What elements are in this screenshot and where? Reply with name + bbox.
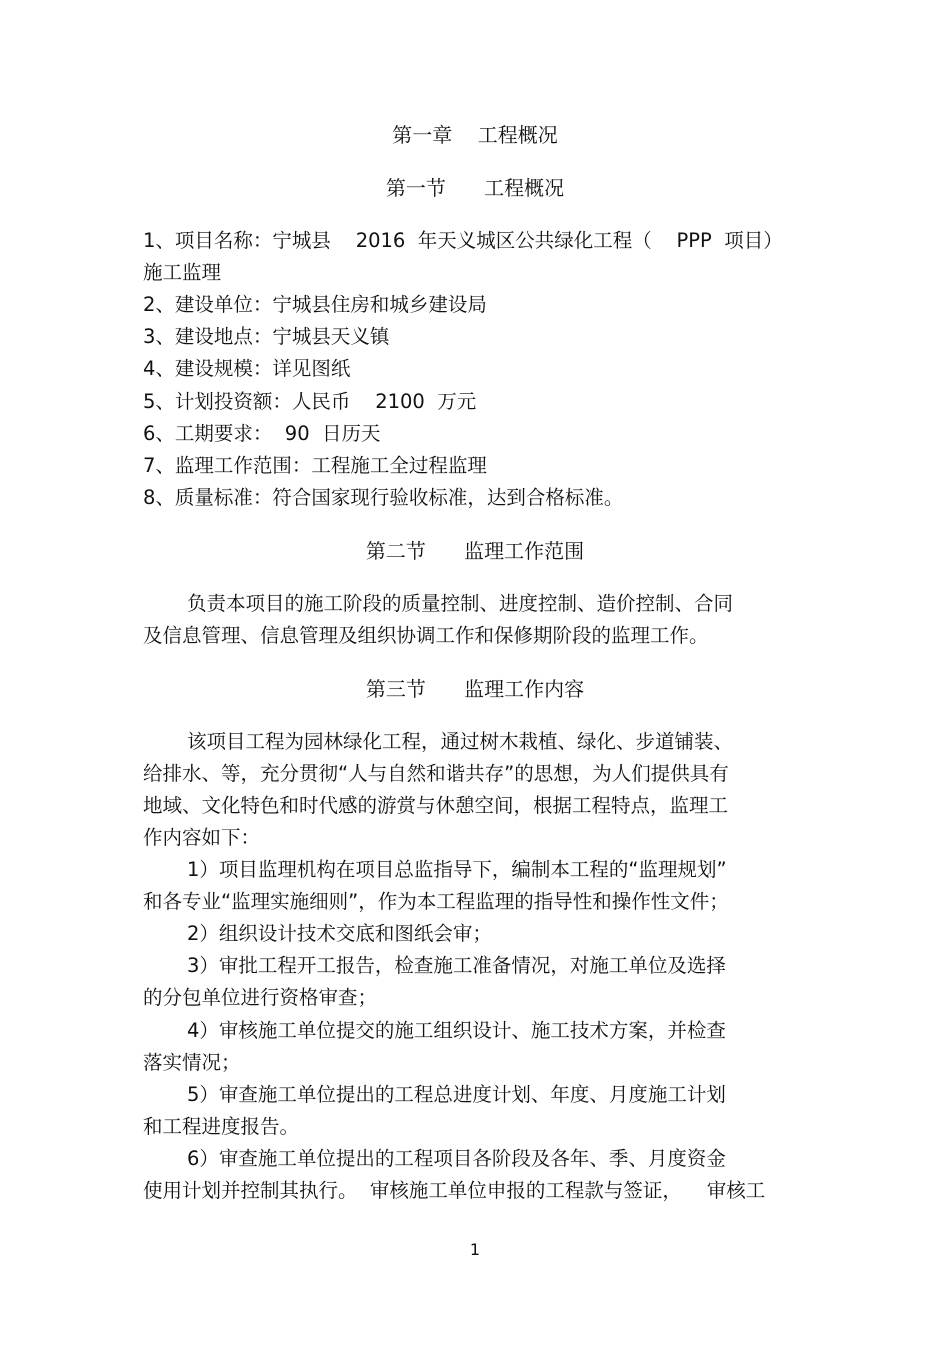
chapter-title: 第一章 工程概况 <box>392 123 558 147</box>
section-3-title: 第三节 监理工作内容 <box>365 677 585 701</box>
item-project-name-cont: 施工监理 <box>143 261 222 284</box>
section-1-title: 第一节 工程概况 <box>385 176 565 200</box>
paragraph-line: 负责本项目的施工阶段的质量控制、进度控制、造价控制、合同 <box>187 592 734 615</box>
list-item-6: 6）审查施工单位提出的工程项目各阶段及各年、季、月度资金 <box>187 1147 726 1170</box>
list-item-2: 2）组织设计技术交底和图纸会审； <box>187 922 492 945</box>
list-item-6-cont: 使用计划并控制其执行。 审核施工单位申报的工程款与签证， 审核工 <box>143 1179 766 1202</box>
list-item-5-cont: 和工程进度报告。 <box>143 1115 300 1138</box>
list-item-1: 1）项目监理机构在项目总监指导下，编制本工程的“监理规划” <box>187 858 727 881</box>
section-2-title: 第二节 监理工作范围 <box>365 539 585 563</box>
paragraph-line: 该项目工程为园林绿化工程，通过树木栽植、绿化、步道铺装、 <box>187 730 734 753</box>
page-number: 1 <box>469 1240 481 1259</box>
list-item-3-cont: 的分包单位进行资格审查； <box>143 986 378 1009</box>
list-item-3: 3）审批工程开工报告，检查施工准备情况，对施工单位及选择 <box>187 954 726 977</box>
item-quality-standard: 8、质量标准：符合国家现行验收标准，达到合格标准。 <box>143 486 624 509</box>
paragraph-line: 地域、文化特色和时代感的游赏与休憩空间，根据工程特点，监理工 <box>143 794 729 817</box>
list-item-1-cont: 和各专业“监理实施细则”，作为本工程监理的指导性和操作性文件； <box>143 890 729 913</box>
paragraph-line: 及信息管理、信息管理及组织协调工作和保修期阶段的监理工作。 <box>143 624 709 647</box>
item-schedule: 6、工期要求： 90 日历天 <box>143 422 381 445</box>
item-construction-unit: 2、建设单位：宁城县住房和城乡建设局 <box>143 293 487 316</box>
item-project-name: 1、项目名称：宁城县 2016 年天义城区公共绿化工程（ PPP 项目） <box>143 229 783 252</box>
list-item-5: 5）审查施工单位提出的工程总进度计划、年度、月度施工计划 <box>187 1083 726 1106</box>
paragraph-line: 给排水、等，充分贯彻“人与自然和谐共存”的思想，为人们提供具有 <box>143 762 729 785</box>
item-supervision-scope: 7、监理工作范围：工程施工全过程监理 <box>143 454 487 477</box>
list-item-4: 4）审核施工单位提交的施工组织设计、施工技术方案，并检查 <box>187 1019 726 1042</box>
item-planned-investment: 5、计划投资额：人民币 2100 万元 <box>143 390 477 413</box>
list-item-4-cont: 落实情况； <box>143 1051 241 1074</box>
item-construction-site: 3、建设地点：宁城县天义镇 <box>143 325 390 348</box>
paragraph-line: 作内容如下： <box>143 826 261 849</box>
item-construction-scale: 4、建设规模：详见图纸 <box>143 357 351 380</box>
